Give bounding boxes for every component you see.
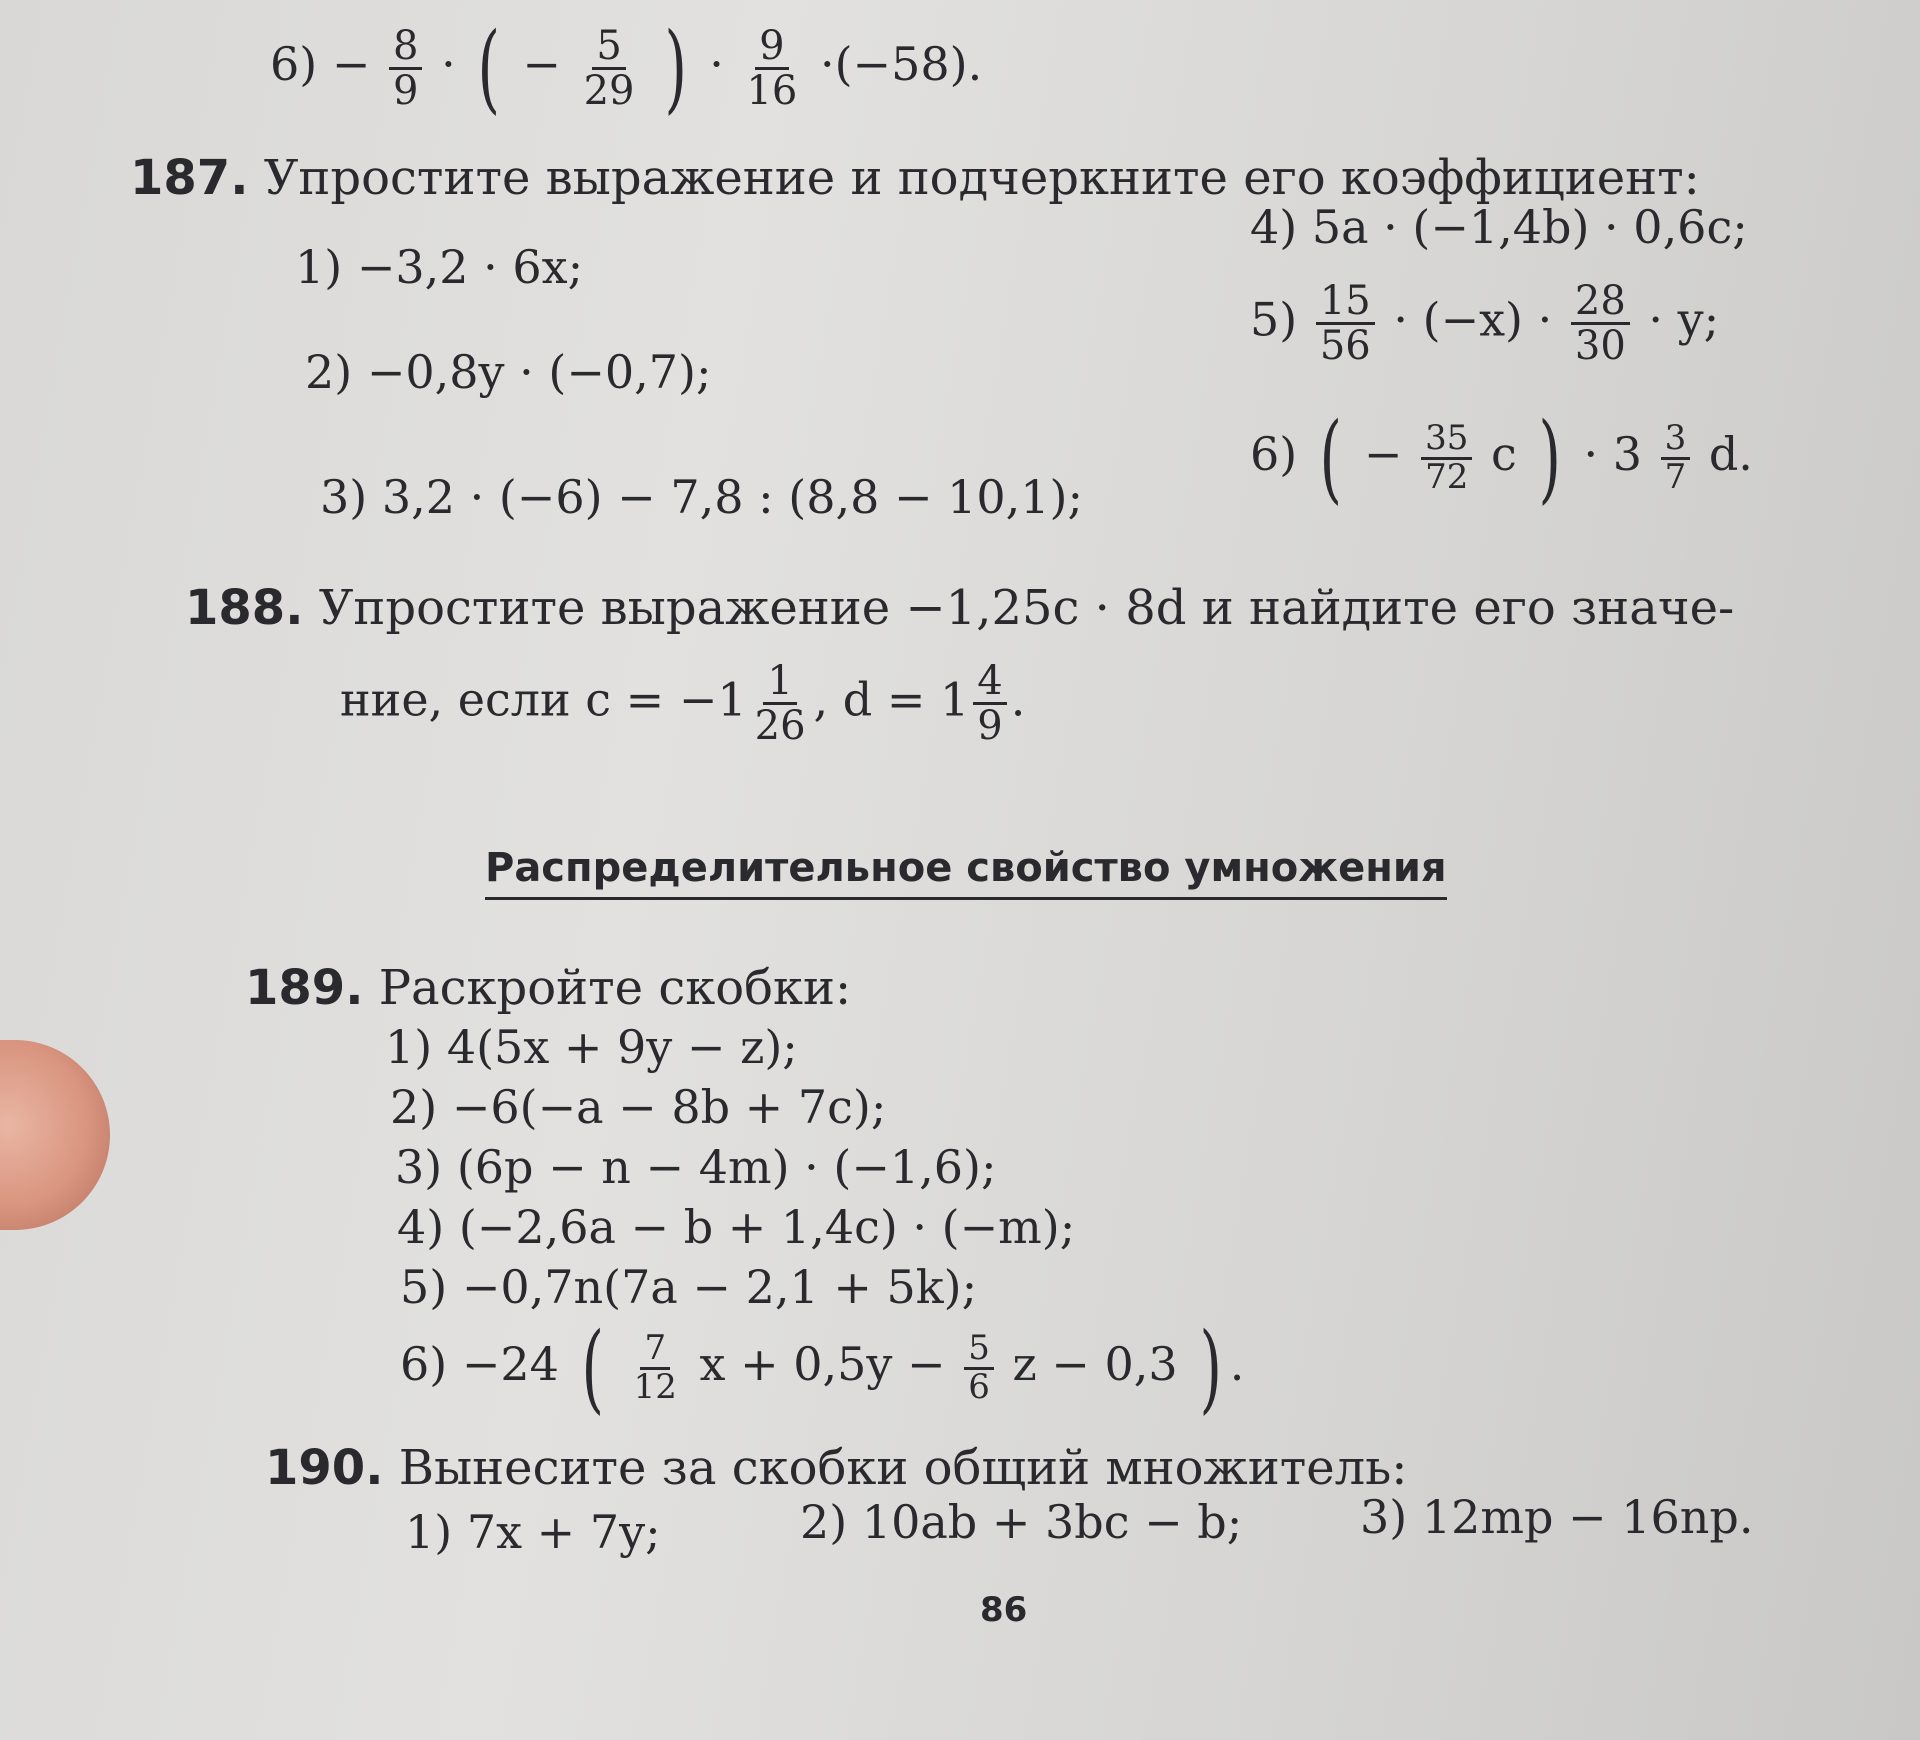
problem-187-item-2: 2) −0,8y · (−0,7); bbox=[305, 345, 712, 399]
tail: · y; bbox=[1648, 292, 1720, 347]
denominator: 72 bbox=[1425, 456, 1469, 497]
sign: − bbox=[1363, 427, 1403, 481]
problem-188-line-2 bbox=[340, 660, 1025, 747]
problem-189-item-5: 5) −0,7n(7a − 2,1 + 5k); bbox=[400, 1260, 978, 1314]
fraction bbox=[973, 660, 1006, 747]
fraction bbox=[580, 22, 639, 114]
numerator: 4 bbox=[973, 660, 1006, 705]
problem-190-item-2: 2) 10ab + 3bc − b; bbox=[800, 1495, 1243, 1549]
tail: d. bbox=[1708, 427, 1753, 481]
problem-187-item-4: 4) 5a · (−1,4b) · 0,6c; bbox=[1250, 200, 1748, 254]
paren-close: ) bbox=[664, 12, 688, 124]
sign: − bbox=[522, 37, 561, 91]
numerator: 28 bbox=[1571, 280, 1630, 325]
fraction bbox=[1421, 417, 1472, 497]
denominator: 26 bbox=[754, 703, 806, 749]
denominator: 16 bbox=[746, 67, 798, 114]
fraction bbox=[1571, 280, 1630, 367]
fraction bbox=[1661, 417, 1691, 497]
problem-text: Вынесите за скобки общий множитель: bbox=[398, 1440, 1408, 1496]
item-label: 6) bbox=[270, 37, 318, 91]
middle-term: · (−x) · bbox=[1393, 292, 1553, 347]
numerator: 5 bbox=[592, 25, 625, 70]
dot: · bbox=[441, 37, 456, 91]
problem-187-item-5 bbox=[1250, 280, 1719, 367]
tail: z − 0,3 bbox=[1012, 1337, 1178, 1391]
problem-189-item-3: 3) (6p − n − 4m) · (−1,6); bbox=[395, 1140, 997, 1194]
problem-number: 187. bbox=[130, 150, 249, 206]
page-number: 86 bbox=[980, 1590, 1028, 1630]
paren-open: ( bbox=[1319, 402, 1342, 514]
denominator: 7 bbox=[1664, 456, 1687, 497]
condition-d: , d = 1 bbox=[813, 672, 970, 727]
item-label: 5) bbox=[1250, 292, 1298, 347]
problem-189-item-6 bbox=[400, 1312, 1245, 1424]
numerator: 5 bbox=[964, 1331, 994, 1370]
problem-190-item-1: 1) 7x + 7y; bbox=[405, 1505, 661, 1559]
fraction bbox=[964, 1327, 994, 1407]
finger-photo-artifact bbox=[0, 1040, 110, 1230]
problem-text: Упростите выражение −1,25c · 8d и найдите его значе- bbox=[318, 580, 1735, 636]
dot: · bbox=[709, 37, 724, 91]
mixed-whole: · 3 bbox=[1583, 427, 1642, 481]
middle-term: x + 0,5y − bbox=[699, 1337, 946, 1391]
fraction bbox=[389, 22, 422, 114]
problem-text: Раскройте скобки: bbox=[378, 960, 852, 1016]
denominator: 29 bbox=[583, 67, 635, 114]
item-label: 6) −24 bbox=[400, 1337, 559, 1391]
fraction bbox=[742, 22, 801, 114]
tail: ·(−58). bbox=[819, 37, 983, 91]
section-title: Распределительное свойство умножения bbox=[485, 845, 1447, 900]
period: . bbox=[1229, 1337, 1245, 1391]
problem-190-title bbox=[265, 1440, 1407, 1496]
problem-text: Упростите выражение и подчеркните его коэффициент: bbox=[263, 150, 1700, 206]
paren-open: ( bbox=[477, 12, 501, 124]
denominator: 9 bbox=[393, 67, 419, 114]
problem-189-item-1: 1) 4(5x + 9y − z); bbox=[385, 1020, 798, 1074]
problem-188-line-1 bbox=[185, 580, 1734, 636]
denominator: 6 bbox=[968, 1366, 990, 1407]
problem-187-item-1: 1) −3,2 · 6x; bbox=[295, 240, 584, 294]
numerator: 7 bbox=[640, 1331, 670, 1370]
period: . bbox=[1010, 672, 1026, 727]
problem-190-item-3: 3) 12mp − 16np. bbox=[1360, 1490, 1754, 1544]
numerator: 15 bbox=[1316, 280, 1375, 325]
problem-187-item-3: 3) 3,2 · (−6) − 7,8 : (8,8 − 10,1); bbox=[320, 470, 1083, 524]
sign: − bbox=[331, 37, 371, 91]
numerator: 8 bbox=[389, 25, 422, 70]
variable: c bbox=[1490, 427, 1517, 481]
problem-187-title bbox=[130, 150, 1700, 206]
problem-189-item-2: 2) −6(−a − 8b + 7c); bbox=[390, 1080, 887, 1134]
numerator: 1 bbox=[763, 660, 796, 705]
numerator: 3 bbox=[1661, 421, 1691, 460]
problem-189-title bbox=[245, 960, 851, 1016]
fraction bbox=[751, 660, 810, 747]
condition-c: ние, если c = −1 bbox=[340, 672, 747, 727]
denominator: 56 bbox=[1319, 323, 1371, 369]
problem-186-item-6 bbox=[270, 12, 983, 124]
item-label: 6) bbox=[1250, 427, 1298, 481]
numerator: 9 bbox=[755, 25, 788, 70]
problem-number: 188. bbox=[185, 580, 304, 636]
fraction bbox=[630, 1327, 681, 1407]
problem-187-item-6 bbox=[1250, 402, 1753, 514]
paren-open: ( bbox=[581, 1312, 604, 1424]
denominator: 9 bbox=[977, 703, 1003, 749]
denominator: 30 bbox=[1574, 323, 1626, 369]
problem-number: 190. bbox=[265, 1440, 384, 1496]
paren-close: ) bbox=[1538, 402, 1562, 514]
paren-close: ) bbox=[1199, 1312, 1223, 1424]
problem-number: 189. bbox=[245, 960, 364, 1016]
numerator: 35 bbox=[1421, 421, 1472, 460]
denominator: 12 bbox=[633, 1366, 677, 1407]
problem-189-item-4: 4) (−2,6a − b + 1,4c) · (−m); bbox=[397, 1200, 1076, 1254]
fraction bbox=[1316, 280, 1375, 367]
